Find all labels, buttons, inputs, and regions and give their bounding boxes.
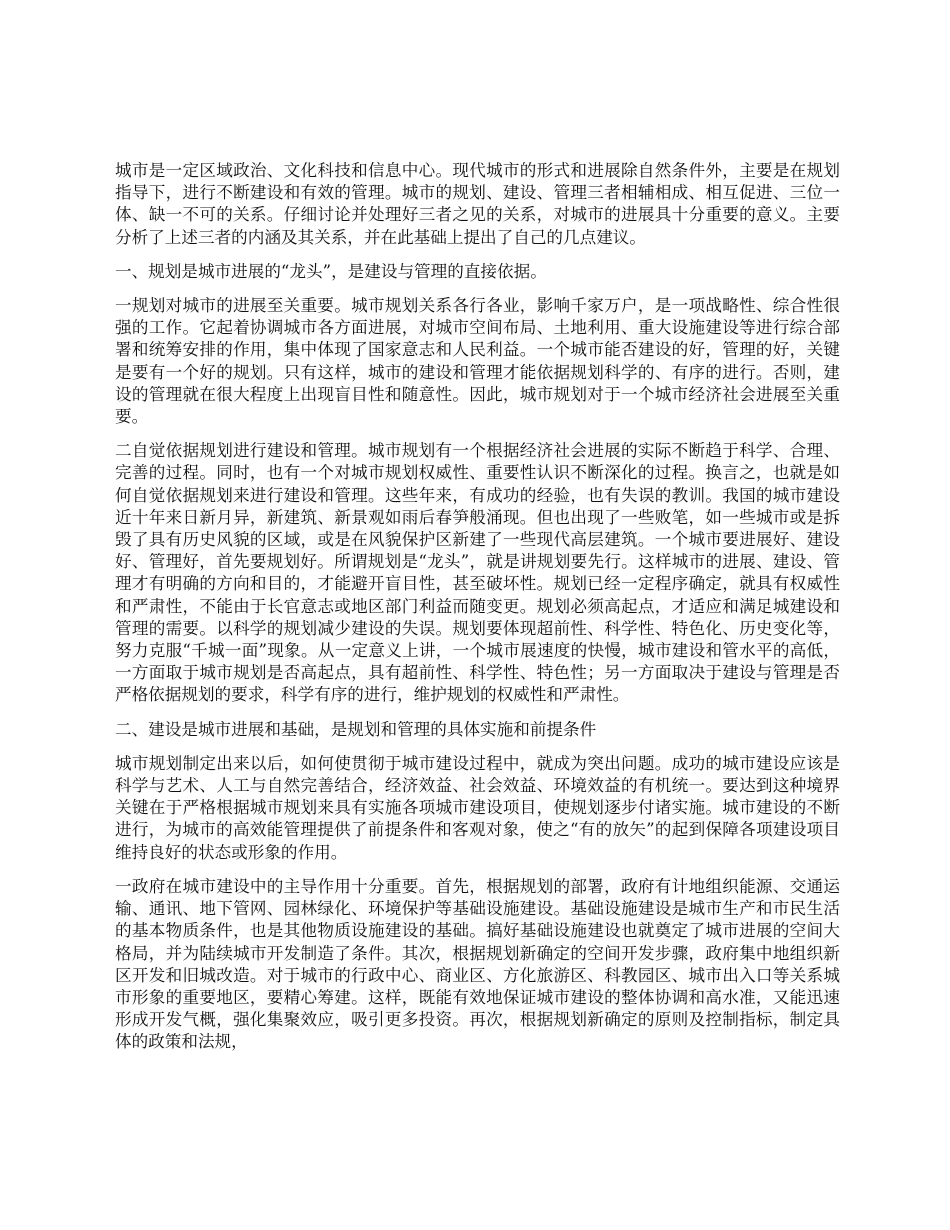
planning-paragraph-2: 二自觉依据规划进行建设和管理。城市规划有一个根据经济社会进展的实际不断趋于科学、合理、完善的过程。同时，也有一个对城市规划权威性、重要性认识不断深化的过程。换言之，也就是如何自觉依据规划来进行建设和管理。这些年来，有成功的经验，也有失误的教训。我国的城市建设近十年来日新月异，新建筑、新景观如雨后春笋般涌现。但也出现了一些败笔，如一些城市或是拆毁了具有历史风貌的区域，或是在风貌保护区新建了一些现代高层建筑。一个城市要进展好、建设好、管理好，首先要规划好。所谓规划是“龙头”，就是讲规划要先行。这样城市的进展、建设、管理才有明确的方向和目的，才能避开盲目性，甚至破坏性。规划已经一定程序确定，就具有权威性和严肃性，不能由于长官意志或地区部门利益而随变更。规划必须高起点，才适应和满足城建设和管理的需要。以科学的规划减少建设的失误。规划要体现超前性、科学性、特色化、历史变化等，努力克服“千城一面”现象。从一定意义上讲，一个城市展速度的快慢，城市建设和管水平的高低，一方面取于城市规划是否高起点，具有超前性、科学性、特色性；另一方面取决于建设与管理是否严格依据规划的要求，科学有序的进行，维护规划的权威性和严肃性。	[115, 441, 840, 705]
planning-paragraph-1: 一规划对城市的进展至关重要。城市规划关系各行各业，影响千家万户，是一项战略性、综合性很强的工作。它起着协调城市各方面进展，对城市空间布局、土地利用、重大设施建设等进行综合部署和统筹安排的作用，集中体现了国家意志和人民利益。一个城市能否建设的好，管理的好，关键是要有一个好的规划。只有这样，城市的建设和管理才能依据规划科学的、有序的进行。否则，建设的管理就在很大程度上出现盲目性和随意性。因此，城市规划对于一个城市经济社会进展至关重要。	[115, 296, 840, 427]
document-body	[115, 160, 840, 1066]
section-heading-construction: 二、建设是城市进展和基础，是规划和管理的具体实施和前提条件	[115, 719, 597, 739]
intro-paragraph: 城市是一定区域政治、文化科技和信息中心。现代城市的形式和进展除自然条件外，主要是在规划指导下，进行不断建设和有效的管理。城市的规划、建设、管理三者相辅相成、相互促进、三位一体、缺一不可的关系。仔细讨论并处理好三者之见的关系，对城市的进展具十分重要的意义。主要分析了上述三者的内涵及其关系，并在此基础上提出了自己的几点建议。	[115, 161, 840, 247]
section-heading-planning: 一、规划是城市进展的“龙头”，是建设与管理的直接依据。	[115, 261, 547, 281]
construction-paragraph-2: 一政府在城市建设中的主导作用十分重要。首先，根据规划的部署，政府有计地组织能源、交通运输、通讯、地下管网、园林绿化、环境保护等基础设施建设。基础设施建设是城市生产和市民生活的基本物质条件，也是其他物质设施建设的基础。搞好基础设施建设也就奠定了城市进展的空间大格局，并为陆续城市开发制造了条件。其次，根据规划新确定的空间开发步骤，政府集中地组织新区开发和旧城改造。对于城市的行政中心、商业区、方化旅游区、科教园区、城市出入口等关系城市形象的重要地区，要精心筹建。这样，既能有效地保证城市建设的整体协调和高水准，又能迅速形成开发气概，强化集聚效应，吸引更多投资。再次，根据规划新确定的原则及控制指标，制定具体的政策和法规，	[115, 876, 840, 1052]
construction-paragraph-1: 城市规划制定出来以后，如何使贯彻于城市建设过程中，就成为突出问题。成功的城市建设应该是科学与艺术、人工与自然完善结合，经济效益、社会效益、环境效益的有机统一。要达到这种境界关键在于严格根据城市规划来具有实施各项城市建设项目，使规划逐步付诸实施。城市建设的不断进行，为城市的高效能管理提供了前提条件和客观对象，使之“有的放矢”的起到保障各项建设项目维持良好的状态或形象的作用。	[115, 753, 840, 862]
